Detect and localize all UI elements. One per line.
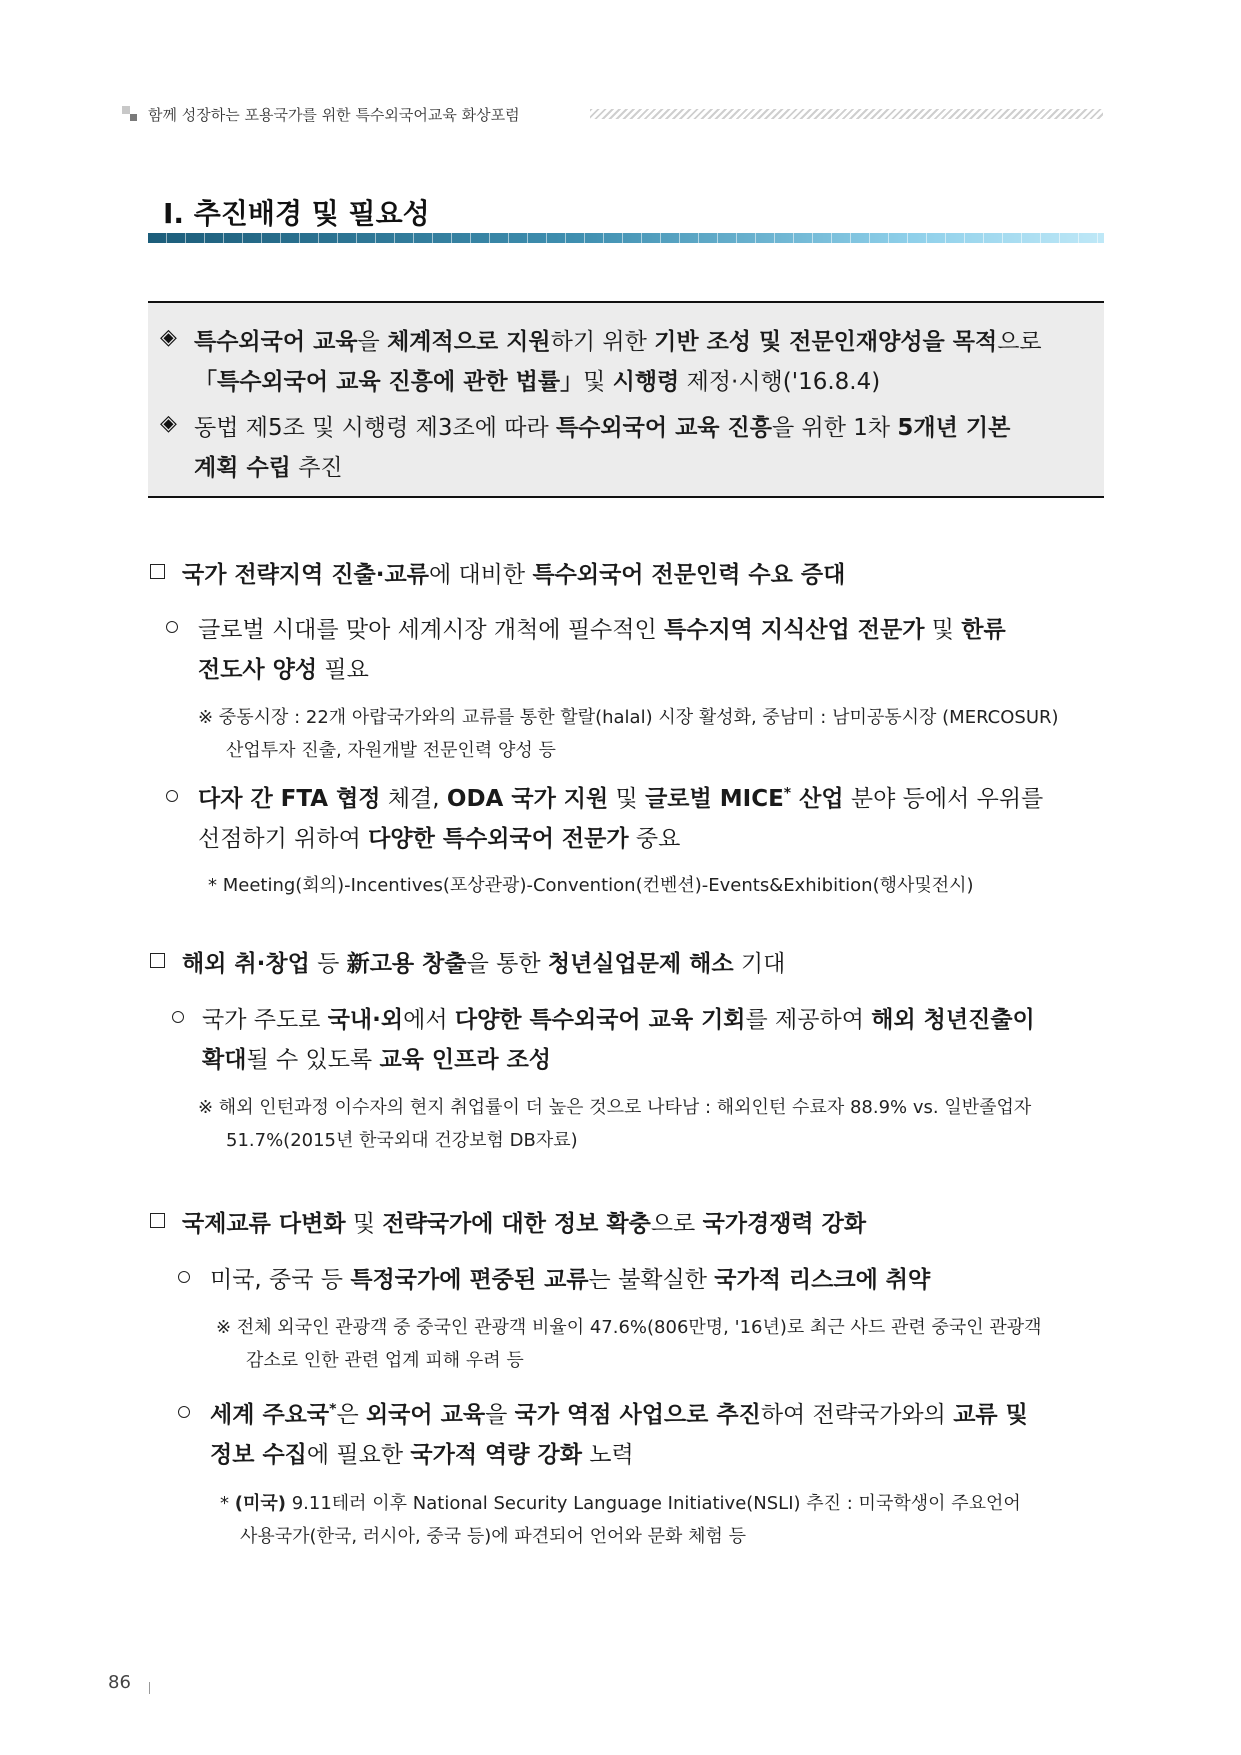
diamond-bullet-icon: ◈ [160,411,177,436]
summary-bullet-2-line-1: 동법 제5조 및 시행령 제3조에 따라 특수외국어 교육 진흥을 위한 1차 5개년 기본 [194,415,1011,441]
s1-paragraph-1-line-1: 글로벌 시대를 맞아 세계시장 개척에 필수적인 특수지역 지식산업 전문가 및 한류 [198,617,1006,643]
circle-bullet-icon [166,621,178,633]
s3-paragraph-2-line-1: 세계 주요국*은 외국어 교육을 국가 역점 사업으로 추진하여 전략국가와의 교류 및 [210,1401,1028,1428]
s1-note-1-line-2: 산업투자 진출, 자원개발 전문인력 양성 등 [226,740,556,761]
section-title-bar-ticks [148,233,1104,243]
s3-paragraph-1-line-1: 미국, 중국 등 특정국가에 편중된 교류는 불확실한 국가적 리스크에 취약 [210,1267,931,1293]
square-bullet-icon [150,953,165,968]
s2-heading: 해외 취·창업 등 新고용 창출을 통한 청년실업문제 해소 기대 [182,951,786,977]
circle-bullet-icon [178,1406,190,1418]
s3-paragraph-2-line-2: 정보 수집에 필요한 국가적 역량 강화 노력 [210,1442,634,1468]
s1-note-2: * Meeting(회의)-Incentives(포상관광)-Convention(컨벤션)-Events&Exhibition(행사및전시) [208,875,974,896]
summary-bullet-1-line-1: 특수외국어 교육을 체계적으로 지원하기 위한 기반 조성 및 전문인재양성을 목적으로 [194,329,1042,355]
square-bullet-icon [150,564,165,579]
s1-heading: 국가 전략지역 진출·교류에 대비한 특수외국어 전문인력 수요 증대 [182,562,846,588]
summary-box [148,301,1104,498]
s2-note-1-line-1: ※ 해외 인턴과정 이수자의 현지 취업률이 더 높은 것으로 나타남 : 해외인턴 수료자 88.9% vs. 일반졸업자 [198,1097,1032,1118]
s3-heading: 국제교류 다변화 및 전략국가에 대한 정보 확충으로 국가경쟁력 강화 [182,1211,867,1237]
circle-bullet-icon [172,1011,184,1023]
s2-note-1-line-2: 51.7%(2015년 한국외대 건강보험 DB자료) [226,1130,578,1151]
s1-paragraph-2-line-1: 다자 간 FTA 협정 체결, ODA 국가 지원 및 글로벌 MICE* 산업 분야 등에서 우위를 [198,785,1044,812]
s1-note-1-line-1: ※ 중동시장 : 22개 아랍국가와의 교류를 통한 할랄(halal) 시장 활성화, 중남미 : 남미공동시장 (MERCOSUR) [198,707,1059,728]
page-number: 86 [108,1672,131,1693]
header-decoration-square-dark [130,114,137,121]
s3-note-1-line-1: ※ 전체 외국인 관광객 중 중국인 관광객 비율이 47.6%(806만명, '16년)로 최근 사드 관련 중국인 관광객 [216,1317,1042,1338]
s3-note-1-line-2: 감소로 인한 관련 업계 피해 우려 등 [246,1350,524,1371]
s2-paragraph-1-line-1: 국가 주도로 국내·외에서 다양한 특수외국어 교육 기회를 제공하여 해외 청년진출이 [202,1007,1035,1033]
header-decoration-square [122,106,130,114]
diamond-bullet-icon: ◈ [160,325,177,350]
square-bullet-icon [150,1213,165,1228]
summary-bullet-2-line-2: 계획 수립 추진 [194,455,343,481]
page-number-divider [149,1682,150,1694]
circle-bullet-icon [178,1271,190,1283]
circle-bullet-icon [166,790,178,802]
section-title: Ⅰ. 추진배경 및 필요성 [163,197,430,230]
s3-note-2-line-1: * (미국) 9.11테러 이후 National Security Language Initiative(NSLI) 추진 : 미국학생이 주요언어 [220,1493,1021,1514]
s1-paragraph-1-line-2: 전도사 양성 필요 [198,657,369,683]
header-hatched-stripe [590,109,1103,119]
s2-paragraph-1-line-2: 확대될 수 있도록 교육 인프라 조성 [202,1047,552,1073]
running-title: 함께 성장하는 포용국가를 위한 특수외국어교육 화상포럼 [148,106,520,124]
s1-paragraph-2-line-2: 선점하기 위하여 다양한 특수외국어 전문가 중요 [198,826,681,852]
s3-note-2-line-2: 사용국가(한국, 러시아, 중국 등)에 파견되어 언어와 문화 체험 등 [240,1526,746,1547]
summary-bullet-1-line-2: 「특수외국어 교육 진흥에 관한 법률」및 시행령 제정·시행('16.8.4) [194,369,881,395]
